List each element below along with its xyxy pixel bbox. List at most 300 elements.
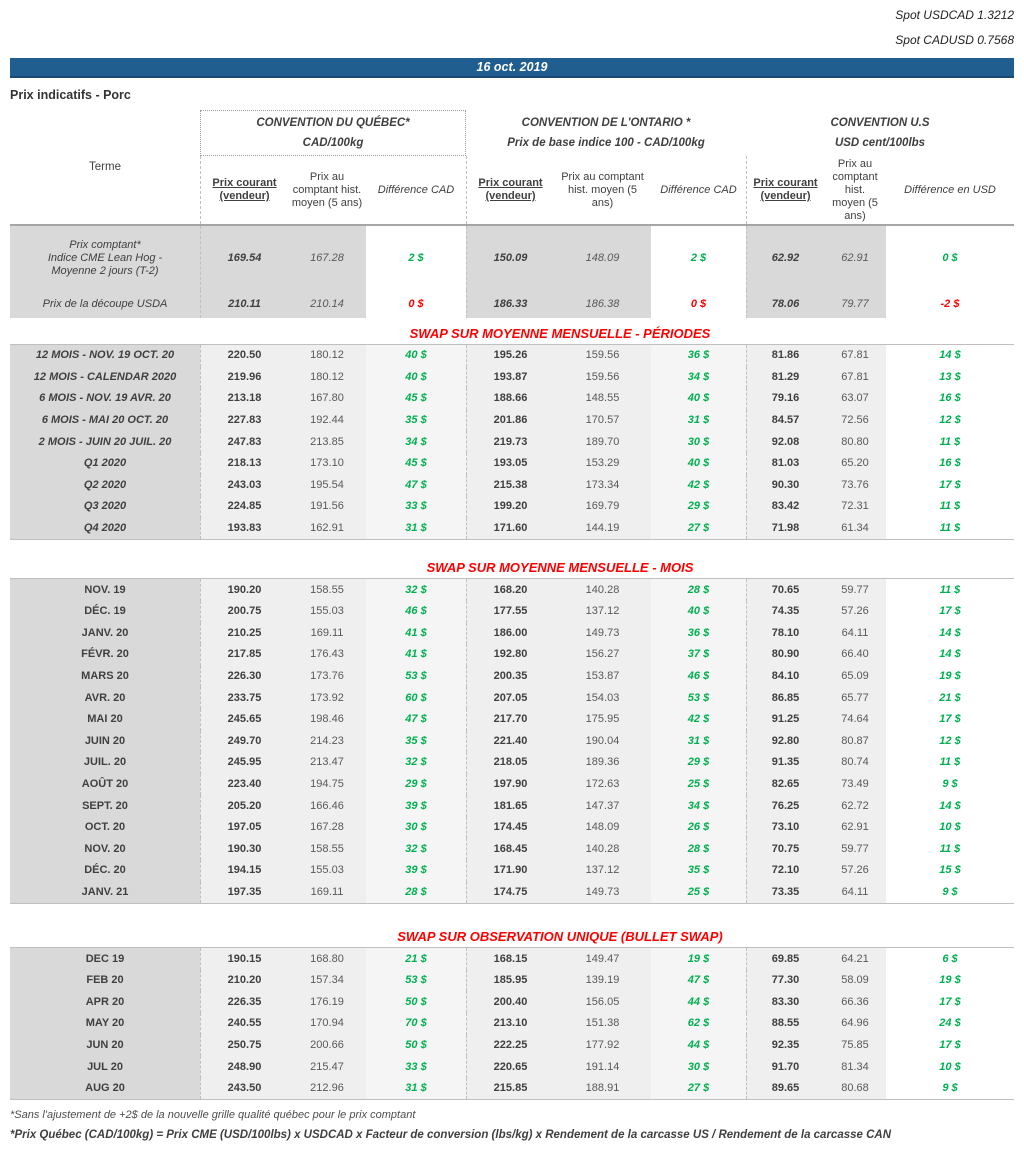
group-subtitle: CAD/100kg <box>302 136 364 149</box>
price-value: 88.55 <box>746 1013 824 1035</box>
price-value: 195.26 <box>466 345 554 367</box>
price-value: 72.10 <box>746 860 824 882</box>
footnotes <box>10 1109 1014 1141</box>
price-value: 243.50 <box>200 1078 288 1100</box>
price-value: 57.26 <box>824 601 886 623</box>
price-value: 148.55 <box>554 388 651 410</box>
diff-value: 62 $ <box>651 1013 746 1035</box>
price-value: 64.96 <box>824 1013 886 1035</box>
row-term: JUN 20 <box>10 1035 200 1057</box>
price-value: 198.46 <box>288 709 366 731</box>
diff-value: 16 $ <box>939 392 961 405</box>
row-term: AUG 20 <box>10 1078 200 1100</box>
price-value: 166.46 <box>288 795 366 817</box>
row-term: 6 MOIS - MAI 20 OCT. 20 <box>10 410 200 432</box>
diff-value: 53 $ <box>366 666 466 688</box>
price-value: 159.56 <box>554 345 651 367</box>
price-value: 157.34 <box>288 970 366 992</box>
section-title-mois: SWAP SUR MOYENNE MENSUELLE - MOIS <box>426 560 694 576</box>
diff-value: 28 $ <box>366 882 466 904</box>
price-value: 80.87 <box>824 731 886 753</box>
price-value: 91.70 <box>746 1056 824 1078</box>
price-value: 169.79 <box>554 496 651 518</box>
price-value: 171.60 <box>466 518 554 540</box>
price-value: 215.47 <box>288 1056 366 1078</box>
diff-value: 0 $ <box>408 297 424 310</box>
price-value: 174.75 <box>466 882 554 904</box>
price-value: 191.56 <box>288 496 366 518</box>
price-value: 140.28 <box>554 579 651 601</box>
section-title-bullet: SWAP SUR OBSERVATION UNIQUE (BULLET SWAP) <box>397 929 723 945</box>
price-value: 64.11 <box>824 623 886 645</box>
diff-value: 60 $ <box>366 687 466 709</box>
price-value: 250.75 <box>200 1035 288 1057</box>
price-value: 137.12 <box>554 860 651 882</box>
diff-value: 36 $ <box>651 345 746 367</box>
diff-value: 35 $ <box>366 731 466 753</box>
price-value: 185.95 <box>466 970 554 992</box>
price-value: 137.12 <box>554 601 651 623</box>
price-value: 61.34 <box>824 518 886 540</box>
price-value: 147.37 <box>554 795 651 817</box>
price-value: 86.85 <box>746 687 824 709</box>
price-value: 81.34 <box>824 1056 886 1078</box>
price-value: 201.86 <box>466 410 554 432</box>
spot-usdcad: Spot USDCAD 1.3212 <box>895 8 1014 22</box>
footnote-1: *Sans l'ajustement de +2$ de la nouvelle grille qualité québec pour le prix comptant <box>10 1109 416 1122</box>
diff-value: 11 $ <box>939 756 961 769</box>
diff-value: 14 $ <box>939 349 961 362</box>
price-value: 155.03 <box>288 860 366 882</box>
row-term: Q2 2020 <box>10 475 200 497</box>
price-value: 64.11 <box>824 882 886 904</box>
price-value: 177.92 <box>554 1035 651 1057</box>
group-title: CONVENTION DE L'ONTARIO * <box>521 116 691 129</box>
row-term: JUIN 20 <box>10 731 200 753</box>
price-value: 224.85 <box>200 496 288 518</box>
diff-value: 11 $ <box>939 500 961 513</box>
row-term: JUIL. 20 <box>10 752 200 774</box>
diff-value: 50 $ <box>366 1035 466 1057</box>
price-value: 192.44 <box>288 410 366 432</box>
price-value: 156.27 <box>554 644 651 666</box>
price-value: 222.25 <box>466 1035 554 1057</box>
price-value: 221.40 <box>466 731 554 753</box>
price-value: 70.75 <box>746 838 824 860</box>
diff-value: 30 $ <box>651 431 746 453</box>
price-value: 79.77 <box>824 290 886 318</box>
diff-value: 44 $ <box>651 1035 746 1057</box>
price-value: 81.29 <box>746 367 824 389</box>
diff-value: 41 $ <box>366 623 466 645</box>
diff-value: 27 $ <box>651 1078 746 1100</box>
price-value: 213.18 <box>200 388 288 410</box>
price-value: 190.30 <box>200 838 288 860</box>
price-value: 77.30 <box>746 970 824 992</box>
price-value: 72.56 <box>824 410 886 432</box>
price-value: 220.50 <box>200 345 288 367</box>
col-header-us-prix-courant: Prix courant (vendeur) <box>746 156 824 224</box>
price-value: 200.35 <box>466 666 554 688</box>
diff-value: 35 $ <box>366 410 466 432</box>
diff-value: 40 $ <box>651 601 746 623</box>
row-term: NOV. 19 <box>10 579 200 601</box>
price-value: 64.21 <box>824 948 886 970</box>
price-value: 197.35 <box>200 882 288 904</box>
row-term: FÉVR. 20 <box>10 644 200 666</box>
price-value: 214.23 <box>288 731 366 753</box>
price-value: 223.40 <box>200 774 288 796</box>
spot-price-rows <box>10 226 1014 318</box>
price-value: 172.63 <box>554 774 651 796</box>
diff-value: 26 $ <box>651 817 746 839</box>
diff-value: 11 $ <box>939 435 961 448</box>
diff-value: 2 $ <box>690 251 707 264</box>
price-value: 194.75 <box>288 774 366 796</box>
diff-value: 9 $ <box>942 885 958 898</box>
price-value: 148.09 <box>554 817 651 839</box>
price-value: 168.15 <box>466 948 554 970</box>
diff-value: 33 $ <box>366 1056 466 1078</box>
row-term: MAY 20 <box>10 1013 200 1035</box>
price-value: 173.34 <box>554 475 651 497</box>
price-value: 92.35 <box>746 1035 824 1057</box>
price-value: 78.06 <box>746 290 824 318</box>
price-value: 67.81 <box>824 345 886 367</box>
price-value: 207.05 <box>466 687 554 709</box>
row-term: 2 MOIS - JUIN 20 JUIL. 20 <box>10 431 200 453</box>
price-value: 159.56 <box>554 367 651 389</box>
diff-value: 40 $ <box>651 453 746 475</box>
price-value: 92.08 <box>746 431 824 453</box>
price-value: 213.10 <box>466 1013 554 1035</box>
diff-value: 10 $ <box>939 821 961 834</box>
price-value: 233.75 <box>200 687 288 709</box>
col-header-on-comptant: Prix au comptant hist. moyen (5 ans) <box>561 170 644 209</box>
diff-value: 19 $ <box>939 974 961 987</box>
diff-value: 17 $ <box>939 995 961 1008</box>
price-value: 89.65 <box>746 1078 824 1100</box>
diff-value: 70 $ <box>366 1013 466 1035</box>
diff-value: 11 $ <box>939 583 961 596</box>
price-value: 219.96 <box>200 367 288 389</box>
price-value: 80.80 <box>824 431 886 453</box>
diff-value: 45 $ <box>366 388 466 410</box>
price-value: 59.77 <box>824 838 886 860</box>
price-value: 212.96 <box>288 1078 366 1100</box>
price-value: 186.00 <box>466 623 554 645</box>
price-value: 73.49 <box>824 774 886 796</box>
diff-value: 14 $ <box>939 799 961 812</box>
row-term: DÉC. 20 <box>10 860 200 882</box>
price-value: 210.11 <box>200 290 288 318</box>
diff-value: 29 $ <box>366 774 466 796</box>
diff-value: 27 $ <box>651 518 746 540</box>
price-value: 158.55 <box>288 838 366 860</box>
diff-value: 34 $ <box>651 795 746 817</box>
row-term: JUL 20 <box>10 1056 200 1078</box>
diff-value: 44 $ <box>651 991 746 1013</box>
price-value: 149.73 <box>554 882 651 904</box>
price-value: 162.91 <box>288 518 366 540</box>
diff-value: 41 $ <box>366 644 466 666</box>
price-value: 219.73 <box>466 431 554 453</box>
diff-value: 19 $ <box>651 948 746 970</box>
price-value: 215.38 <box>466 475 554 497</box>
diff-value: 11 $ <box>939 842 961 855</box>
row-term: DÉC. 19 <box>10 601 200 623</box>
spot-cadusd: Spot CADUSD 0.7568 <box>895 33 1014 47</box>
row-term: AVR. 20 <box>10 687 200 709</box>
price-value: 199.20 <box>466 496 554 518</box>
price-value: 83.30 <box>746 991 824 1013</box>
price-value: 57.26 <box>824 860 886 882</box>
diff-value: 31 $ <box>651 410 746 432</box>
price-value: 66.40 <box>824 644 886 666</box>
price-value: 190.15 <box>200 948 288 970</box>
diff-value: 31 $ <box>651 731 746 753</box>
price-value: 70.65 <box>746 579 824 601</box>
diff-value: 32 $ <box>366 752 466 774</box>
diff-value: 40 $ <box>651 388 746 410</box>
diff-value: 15 $ <box>939 864 961 877</box>
price-value: 69.85 <box>746 948 824 970</box>
price-value: 62.91 <box>824 226 886 290</box>
price-value: 186.33 <box>466 290 554 318</box>
price-value: 139.19 <box>554 970 651 992</box>
price-value: 150.09 <box>466 226 554 290</box>
diff-value: 12 $ <box>939 414 961 427</box>
price-value: 156.05 <box>554 991 651 1013</box>
group-subtitle: USD cent/100lbs <box>834 136 926 149</box>
price-value: 76.25 <box>746 795 824 817</box>
price-value: 91.25 <box>746 709 824 731</box>
price-value: 243.03 <box>200 475 288 497</box>
diff-value: 17 $ <box>939 1038 961 1051</box>
price-value: 169.11 <box>288 882 366 904</box>
terme-column-header: Terme <box>89 160 121 173</box>
price-value: 200.75 <box>200 601 288 623</box>
diff-value: 0 $ <box>942 251 958 264</box>
bullet-swap-table <box>10 947 1014 1100</box>
price-value: 74.64 <box>824 709 886 731</box>
price-value: 188.91 <box>554 1078 651 1100</box>
price-value: 181.65 <box>466 795 554 817</box>
diff-value: 17 $ <box>939 605 961 618</box>
col-header-qc-difference: Différence CAD <box>377 183 455 196</box>
row-term: JANV. 21 <box>10 882 200 904</box>
row-term: Q1 2020 <box>10 453 200 475</box>
price-value: 213.47 <box>288 752 366 774</box>
diff-value: 12 $ <box>939 734 961 747</box>
price-value: 167.28 <box>288 226 366 290</box>
price-value: 220.65 <box>466 1056 554 1078</box>
price-value: 168.80 <box>288 948 366 970</box>
diff-value: 14 $ <box>939 648 961 661</box>
footnote-2: *Prix Québec (CAD/100kg) = Prix CME (USD/100lbs) x USDCAD x Facteur de conversion (lbs/kg) x Rendement de la carcasse US / Rendement de la carcasse CAN <box>10 1129 892 1142</box>
table-header <box>10 110 1014 226</box>
price-value: 240.55 <box>200 1013 288 1035</box>
price-value: 169.54 <box>200 226 288 290</box>
row-term: OCT. 20 <box>10 817 200 839</box>
row-term: MAI 20 <box>10 709 200 731</box>
price-value: 180.12 <box>288 367 366 389</box>
price-value: 154.03 <box>554 687 651 709</box>
price-value: 193.83 <box>200 518 288 540</box>
price-value: 227.83 <box>200 410 288 432</box>
price-value: 81.03 <box>746 453 824 475</box>
diff-value: 19 $ <box>939 670 961 683</box>
diff-value: 45 $ <box>366 453 466 475</box>
price-value: 79.16 <box>746 388 824 410</box>
price-value: 197.05 <box>200 817 288 839</box>
price-value: 90.30 <box>746 475 824 497</box>
price-value: 148.09 <box>554 226 651 290</box>
row-term: APR 20 <box>10 991 200 1013</box>
diff-value: 47 $ <box>651 970 746 992</box>
price-value: 158.55 <box>288 579 366 601</box>
price-value: 213.85 <box>288 431 366 453</box>
row-term: FEB 20 <box>10 970 200 992</box>
diff-value: 34 $ <box>366 431 466 453</box>
diff-value: 50 $ <box>366 991 466 1013</box>
price-value: 186.38 <box>554 290 651 318</box>
diff-value: 6 $ <box>942 952 958 965</box>
diff-value: 31 $ <box>366 518 466 540</box>
price-value: 82.65 <box>746 774 824 796</box>
row-term: 12 MOIS - CALENDAR 2020 <box>10 367 200 389</box>
price-value: 84.57 <box>746 410 824 432</box>
price-value: 173.10 <box>288 453 366 475</box>
price-value: 144.19 <box>554 518 651 540</box>
diff-value: 25 $ <box>651 882 746 904</box>
col-header-on-prix-courant: Prix courant (vendeur) <box>466 156 554 224</box>
price-value: 205.20 <box>200 795 288 817</box>
price-value: 245.65 <box>200 709 288 731</box>
price-value: 226.35 <box>200 991 288 1013</box>
price-value: 74.35 <box>746 601 824 623</box>
diff-value: 31 $ <box>366 1078 466 1100</box>
price-value: 65.77 <box>824 687 886 709</box>
spot-row-term: Prix de la découpe USDA <box>10 290 200 318</box>
price-value: 73.76 <box>824 475 886 497</box>
price-value: 176.43 <box>288 644 366 666</box>
row-term: Q4 2020 <box>10 518 200 540</box>
date-banner: 16 oct. 2019 <box>10 58 1014 78</box>
price-value: 151.38 <box>554 1013 651 1035</box>
row-term: Q3 2020 <box>10 496 200 518</box>
price-value: 78.10 <box>746 623 824 645</box>
price-value: 175.95 <box>554 709 651 731</box>
diff-value: 17 $ <box>939 478 961 491</box>
price-value: 83.42 <box>746 496 824 518</box>
row-term: AOÛT 20 <box>10 774 200 796</box>
diff-value: 53 $ <box>366 970 466 992</box>
price-value: 190.04 <box>554 731 651 753</box>
price-value: 249.70 <box>200 731 288 753</box>
row-term: 12 MOIS - NOV. 19 OCT. 20 <box>10 345 200 367</box>
price-value: 149.47 <box>554 948 651 970</box>
diff-value: 33 $ <box>366 496 466 518</box>
price-value: 167.80 <box>288 388 366 410</box>
diff-value: 28 $ <box>651 838 746 860</box>
price-value: 168.45 <box>466 838 554 860</box>
price-value: 65.09 <box>824 666 886 688</box>
price-value: 210.14 <box>288 290 366 318</box>
price-value: 66.36 <box>824 991 886 1013</box>
price-value: 80.74 <box>824 752 886 774</box>
price-value: 226.30 <box>200 666 288 688</box>
price-value: 189.70 <box>554 431 651 453</box>
diff-value: 28 $ <box>651 579 746 601</box>
price-value: 210.20 <box>200 970 288 992</box>
price-value: 149.73 <box>554 623 651 645</box>
diff-value: 29 $ <box>651 496 746 518</box>
price-value: 170.94 <box>288 1013 366 1035</box>
page-title: Prix indicatifs - Porc <box>10 88 131 102</box>
col-header-on-difference: Différence CAD <box>660 183 737 196</box>
price-value: 155.03 <box>288 601 366 623</box>
price-value: 200.66 <box>288 1035 366 1057</box>
swap-mois-table <box>10 578 1014 904</box>
diff-value: 36 $ <box>651 623 746 645</box>
price-value: 63.07 <box>824 388 886 410</box>
swap-periodes-table <box>10 344 1014 540</box>
diff-value: 21 $ <box>366 948 466 970</box>
price-value: 174.45 <box>466 817 554 839</box>
price-value: 80.90 <box>746 644 824 666</box>
price-value: 191.14 <box>554 1056 651 1078</box>
price-value: 80.68 <box>824 1078 886 1100</box>
price-value: 72.31 <box>824 496 886 518</box>
price-value: 173.92 <box>288 687 366 709</box>
diff-value: 25 $ <box>651 774 746 796</box>
diff-value: 0 $ <box>690 297 707 310</box>
diff-value: 30 $ <box>651 1056 746 1078</box>
price-value: 140.28 <box>554 838 651 860</box>
diff-value: 46 $ <box>366 601 466 623</box>
diff-value: 40 $ <box>366 367 466 389</box>
col-header-qc-comptant: Prix au comptant hist. moyen (5 ans) <box>291 170 363 209</box>
diff-value: 35 $ <box>651 860 746 882</box>
diff-value: 34 $ <box>651 367 746 389</box>
price-value: 248.90 <box>200 1056 288 1078</box>
section-title-periodes: SWAP SUR MOYENNE MENSUELLE - PÉRIODES <box>409 326 711 341</box>
diff-value: 47 $ <box>366 475 466 497</box>
price-value: 73.35 <box>746 882 824 904</box>
price-value: 92.80 <box>746 731 824 753</box>
diff-value: 10 $ <box>939 1060 961 1073</box>
diff-value: 13 $ <box>939 370 961 383</box>
price-value: 245.95 <box>200 752 288 774</box>
price-value: 210.25 <box>200 623 288 645</box>
price-value: 84.10 <box>746 666 824 688</box>
price-value: 180.12 <box>288 345 366 367</box>
diff-value: 9 $ <box>942 1082 958 1095</box>
price-value: 67.81 <box>824 367 886 389</box>
price-value: 177.55 <box>466 601 554 623</box>
diff-value: 11 $ <box>939 522 961 535</box>
diff-value: 40 $ <box>366 345 466 367</box>
row-term: SEPT. 20 <box>10 795 200 817</box>
diff-value: 39 $ <box>366 860 466 882</box>
diff-value: 9 $ <box>942 777 958 790</box>
price-value: 217.85 <box>200 644 288 666</box>
diff-value: 29 $ <box>651 752 746 774</box>
group-header-quebec <box>200 110 466 156</box>
col-header-us-comptant: Prix au comptant hist. moyen (5 ans) <box>832 157 878 222</box>
diff-value: 42 $ <box>651 709 746 731</box>
